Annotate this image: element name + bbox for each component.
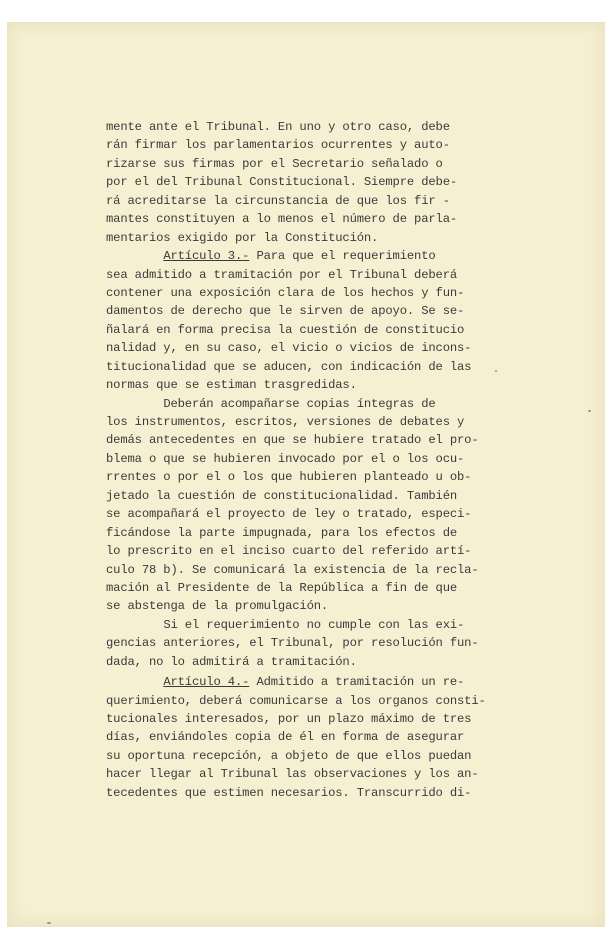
indent [106,397,163,411]
text-line: demás antecedentes en que se hubiere tratado el pro- [106,433,479,448]
text-line: sea admitido a tramitación por el Tribunal deberá [106,267,458,282]
paper-speck [588,410,591,412]
text-line: ñalará en forma precisa la cuestión de constitucio [106,322,465,337]
text-line: días, enviándoles copia de él en forma de asegurar [106,730,465,745]
text-line: rrentes o por el o los que hubieren planteado u ob- [106,470,472,485]
text-line: rá acreditarse la circunstancia de que los fir - [106,193,450,208]
text-line-rest: Para que el requerimiento [249,249,436,264]
text-line: los instrumentos, escritos, versiones de debates y [106,415,465,429]
text-line: gencias anteriores, el Tribunal, por resolución fun- [106,636,479,651]
text-line: querimiento, deberá comunicarse a los organos consti- [106,693,486,708]
indent [106,249,163,263]
text-line: tecedentes que estimen necesarios. Transcurrido di- [106,785,472,800]
text-line: titucionalidad que se aducen, con indicación de las [106,359,472,374]
text-line: mación al Presidente de la República a fin de que [106,580,458,595]
text-line: mentarios exigido por la Constitución. [106,230,379,245]
paragraph-start-line [106,616,506,634]
text-line: dada, no lo admitirá a tramitación. [106,654,357,669]
text-line: contener una exposición clara de los hechos y fun- [106,285,465,300]
text-line-rest: Admitido a tramitación un re- [249,675,465,690]
paper-speck [47,922,51,924]
text-line: normas que se estiman trasgredidas. [106,378,357,393]
indent [106,675,163,689]
text-line: mente ante el Tribunal. En uno y otro caso, debe [106,120,450,134]
text-line: se abstenga de la promulgación. [106,599,329,614]
text-line: rán firmar los parlamentarios ocurrentes y auto- [106,138,450,153]
text-line: se acompañará el proyecto de ley o tratado, especi- [106,507,472,522]
text-line: mantes constituyen a lo menos el número de parla- [106,212,458,227]
paragraph-start-line [106,395,506,413]
text-line: culo 78 b). Se comunicará la existencia de la recla- [106,562,479,577]
text-line: ficándose la parte impugnada, para los efectos de [106,525,458,540]
article-heading-line [106,247,506,265]
text-line: nalidad y, en su caso, el vicio o vicios de incons- [106,341,472,356]
article-4-heading: Artículo 4.- [163,675,250,690]
text-line: lo prescrito en el inciso cuarto del referido artí- [106,544,472,559]
indent [106,618,163,632]
document-body [106,118,506,802]
text-line: damentos de derecho que le sirven de apoyo. Se se- [106,304,465,319]
text-line: blema o que se hubieren invocado por el o los ocu- [106,451,465,466]
text-line: por el del Tribunal Constitucional. Siempre debe- [106,175,458,190]
text-line: su oportuna recepción, a objeto de que ellos puedan [106,748,472,763]
text-line: jetado la cuestión de constitucionalidad. También [106,488,458,503]
text-line: tucionales interesados, por un plazo máximo de tres [106,712,472,726]
text-line: hacer llegar al Tribunal las observaciones y los an- [106,767,479,782]
text-line-rest: Deberán acompañarse copias íntegras de [163,396,436,411]
article-3-heading: Artículo 3.- [163,249,250,264]
text-line-rest: Si el requerimiento no cumple con las exi- [163,617,465,632]
article-heading-line [106,673,506,691]
text-line: rizarse sus firmas por el Secretario señalado o [106,156,443,171]
